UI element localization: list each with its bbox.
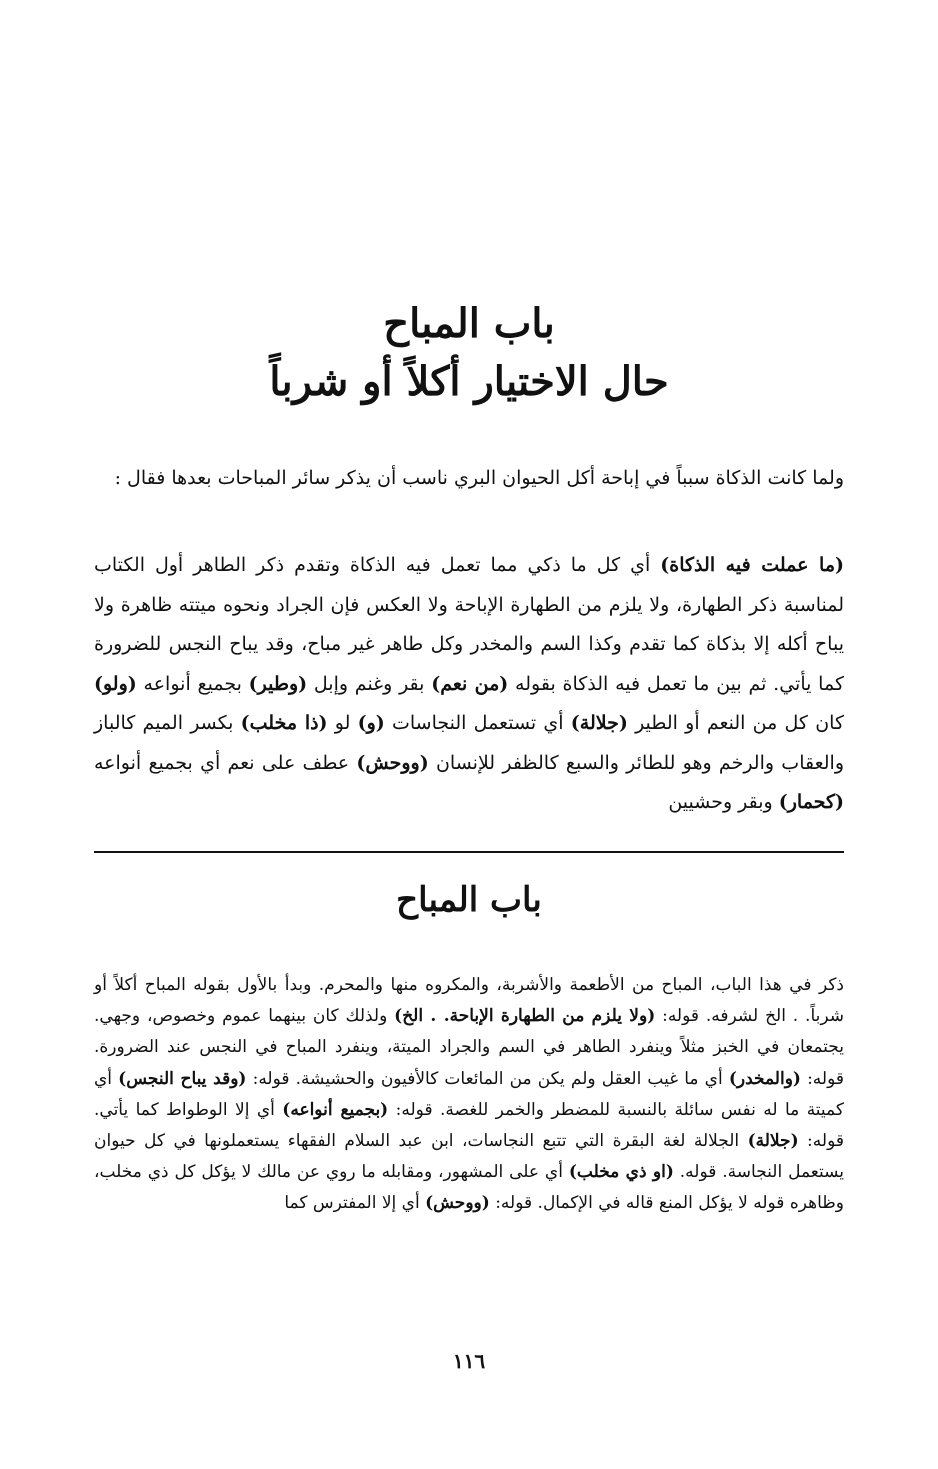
- text-run: أي كميتة ما له نفس سائلة بالنسبة للمضطر والخمر للغصة. قوله:: [94, 1068, 844, 1120]
- quoted-term: (و): [357, 712, 385, 734]
- text-run: ذكر في هذا الباب، المباح من الأطعمة والأشربة، والمكروه منها والمحرم. وبدأ بالأول بقوله المباح أكلاً أو شرباً. . الخ لشرفه. قوله:: [94, 975, 844, 1027]
- quoted-term: (وطير): [248, 672, 308, 695]
- quoted-term: (ما عملت فيه الذكاة): [660, 554, 845, 576]
- quoted-term: (ووحش): [425, 1193, 490, 1214]
- text-run: أي ما غيب العقل ولم يكن من المائعات كالأفيون والحشيشة. قوله:: [246, 1068, 729, 1089]
- chapter-subtitle: حال الاختيار أكلاً أو شرباً: [269, 358, 669, 405]
- quoted-term: (بجميع أنواعه): [282, 1099, 389, 1120]
- quoted-term: (ولا يلزم من الطهارة الإباحة. . الخ): [394, 1006, 656, 1027]
- quoted-term: (ذا مخلب): [240, 712, 328, 734]
- footnote-divider: [94, 851, 844, 853]
- text-run: وبقر وحشيين: [668, 791, 779, 813]
- quoted-term: (من نعم): [431, 672, 509, 695]
- commentary-paragraph: [94, 970, 844, 1220]
- quoted-term: (كحمار): [778, 791, 844, 813]
- quoted-term: (ولو): [94, 672, 137, 695]
- quoted-term: (او ذي مخلب): [568, 1162, 674, 1183]
- quoted-term: (والمخدر): [728, 1068, 801, 1089]
- chapter-title: باب المباح: [383, 300, 555, 347]
- text-run: أي تستعمل النجاسات: [384, 712, 571, 734]
- commentary-title: باب المباح: [396, 880, 542, 920]
- quoted-term: (جلالة): [747, 1131, 799, 1152]
- quoted-term: (جلالة): [570, 712, 628, 734]
- text-run: الجلالة لغة البقرة التي تتبع النجاسات، ابن عبد السلام الفقهاء يستعملونها في كل حيوان يستعمل النجاسة. قوله.: [94, 1131, 844, 1183]
- text-run: بجميع أنواعه: [136, 672, 249, 695]
- text-run: أي على المشهور، ومقابله ما روي عن مالك لا يؤكل كل ذي مخلب، وظاهره قوله لا يؤكل المنع قاله في الإكمال. قوله:: [94, 1162, 844, 1214]
- text-run: أي إلا الوطواط كما يأتي. قوله:: [94, 1099, 844, 1152]
- main-text-paragraph: [94, 546, 844, 823]
- title-block: [0, 296, 938, 412]
- page-number: ١١٦: [452, 1349, 486, 1373]
- text-run: أي كل ما ذكي مما تعمل فيه الذكاة وتقدم ذكر الطاهر أول الكتاب لمناسبة ذكر الطهارة، ولا يلزم من الطهارة الإباحة ولا العكس فإن الجراد ونحوه ميتته ظاهرة ولا يباح أكله إلا بذكاة كما تقدم وكذا السم والمخدر وكل طاهر غير مباح، وقد يباح النجس للضرورة كما يأتي. ثم بين ما تعمل فيه الذكاة بقوله: [94, 554, 844, 695]
- text-run: بقر وغنم وإبل: [307, 672, 432, 695]
- text-run: لو: [327, 712, 358, 734]
- quoted-term: (وقد يباح النجس): [118, 1068, 247, 1089]
- intro-paragraph: ولما كانت الذكاة سبباً في إباحة أكل الحيوان البري ناسب أن يذكر سائر المباحات بعدها فقال :: [114, 467, 844, 489]
- quoted-term: (ووحش): [356, 751, 429, 774]
- text-run: أي إلا المفترس كما: [284, 1193, 426, 1214]
- text-run: بكسر الميم كالباز والعقاب والرخم وهو للطائر والسبع كالظفر للإنسان: [94, 712, 844, 774]
- text-run: كان كل من النعم أو الطير: [627, 712, 844, 734]
- text-run: عطف على نعم أي بجميع أنواعه: [94, 751, 357, 774]
- text-run: ولذلك كان بينهما عموم وخصوص، وجهي. يجتمعان في الخبز مثلاً وينفرد الطاهر في السم والجراد الميتة، وينفرد المباح في النجس عند الضرورة. قوله:: [94, 1006, 844, 1089]
